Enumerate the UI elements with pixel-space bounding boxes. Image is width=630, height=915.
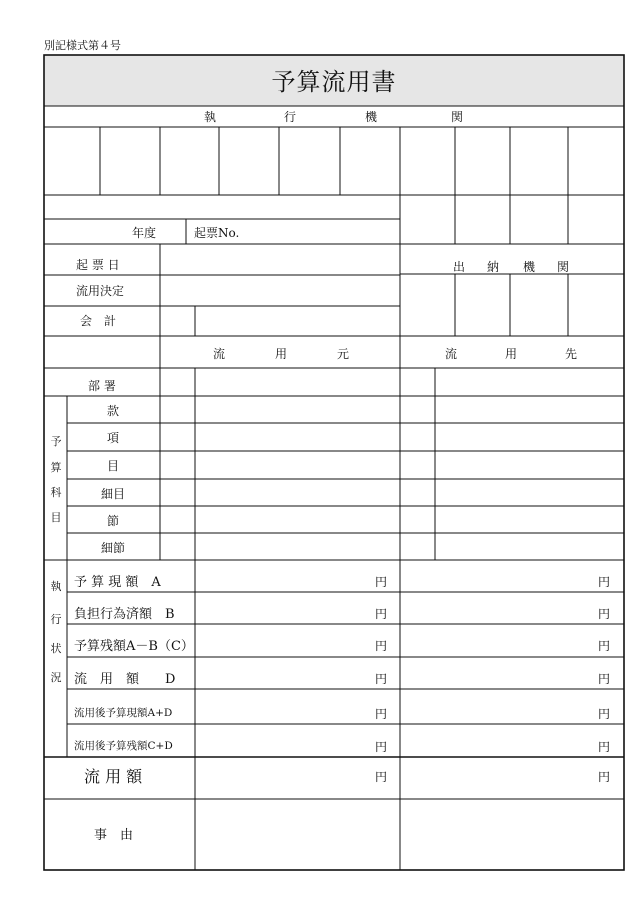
- yen-dest: 円: [597, 740, 610, 754]
- transfer-decision-label: 流用決定: [76, 284, 125, 298]
- budget-item: 細目: [100, 487, 126, 501]
- yen-source: 円: [374, 607, 387, 621]
- page-title: 予算流用書: [271, 68, 397, 96]
- exec-row-label: 流用後予算現額A+D: [74, 707, 173, 719]
- transfer-amount-label: 流 用 額: [84, 767, 143, 786]
- exec-side-2: 行: [50, 613, 62, 626]
- budget-item: 目: [106, 459, 120, 473]
- budget-side-2: 算: [50, 461, 62, 474]
- exec-row-label: 流 用 額 D: [74, 672, 176, 687]
- exec-side-3: 状: [50, 642, 62, 655]
- cashier-header-1: 出: [452, 260, 466, 274]
- budget-item: 款: [106, 404, 120, 418]
- budget-item: 細節: [100, 541, 126, 555]
- dest-header-1: 流: [444, 347, 458, 361]
- cashier-header-2: 納: [486, 260, 500, 274]
- budget-item: 節: [106, 514, 120, 528]
- yen-source: 円: [374, 707, 387, 721]
- budget-item: 項: [106, 431, 120, 445]
- fiscal-year-label: 年度: [132, 226, 157, 240]
- org-header-4: 関: [450, 110, 464, 124]
- exec-row-label: 予 算 現 額 A: [74, 575, 161, 590]
- dest-header-3: 先: [564, 347, 578, 361]
- budget-side-4: 目: [50, 511, 62, 524]
- yen-source: 円: [374, 740, 387, 754]
- draft-date-label: 起 票 日: [76, 258, 120, 272]
- yen-source: 円: [374, 639, 387, 653]
- exec-side-4: 況: [50, 671, 62, 684]
- yen-dest: 円: [597, 672, 610, 686]
- exec-row-label: 負担行為済額 B: [74, 607, 175, 622]
- source-header-1: 流: [212, 347, 226, 361]
- budget-side-3: 科: [50, 486, 62, 499]
- cashier-header-4: 関: [556, 260, 570, 274]
- yen-source: 円: [374, 770, 387, 784]
- form-label: 別記様式第４号: [44, 39, 121, 52]
- org-header-3: 機: [364, 110, 378, 124]
- cashier-header-3: 機: [522, 260, 536, 274]
- dest-header-2: 用: [504, 347, 518, 361]
- source-header-2: 用: [274, 347, 288, 361]
- department-label: 部 署: [88, 379, 116, 393]
- voucher-no-label: 起票No.: [194, 226, 240, 240]
- yen-dest: 円: [597, 707, 610, 721]
- yen-dest: 円: [597, 607, 610, 621]
- yen-dest: 円: [597, 575, 610, 589]
- yen-dest: 円: [597, 770, 610, 784]
- reason-label: 事 由: [94, 828, 134, 843]
- yen-dest: 円: [597, 639, 610, 653]
- exec-side-1: 執: [50, 580, 62, 593]
- yen-source: 円: [374, 575, 387, 589]
- yen-source: 円: [374, 672, 387, 686]
- org-header-2: 行: [283, 110, 297, 124]
- source-header-3: 元: [336, 347, 350, 361]
- budget-side-1: 予: [50, 435, 62, 448]
- accounting-label: 会 計: [80, 314, 117, 328]
- exec-row-label: 流用後予算残額C+D: [74, 740, 173, 752]
- exec-row-label: 予算残額A－B（C）: [74, 639, 194, 654]
- org-header-1: 執: [203, 110, 217, 124]
